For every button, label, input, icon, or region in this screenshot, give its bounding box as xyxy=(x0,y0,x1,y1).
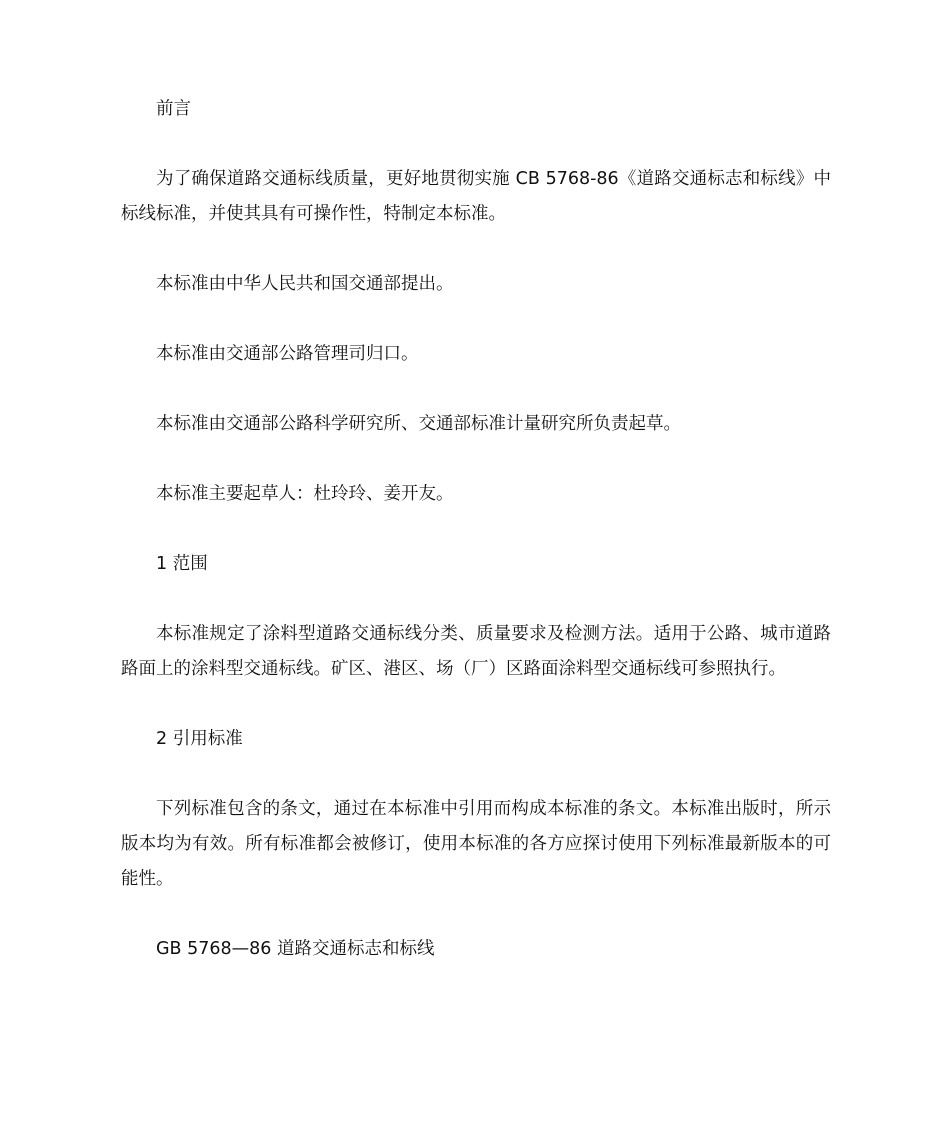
section-2-body: 下列标准包含的条文，通过在本标准中引用而构成本标准的条文。本标准出版时，所示版本均为有效。所有标准都会被修订，使用本标准的各方应探讨使用下列标准最新版本的可能性。 xyxy=(121,799,831,889)
preface-paragraph-drafters: 本标准主要起草人：杜玲玲、姜开友。 xyxy=(156,484,454,504)
section-2-reference: GB 5768—86 道路交通标志和标线 xyxy=(156,939,435,959)
section-1-heading: 1 范围 xyxy=(156,554,208,574)
section-1-body: 本标准规定了涂料型道路交通标线分类、质量要求及检测方法。适用于公路、城市道路路面上的涂料型交通标线。矿区、港区、场（厂）区路面涂料型交通标线可参照执行。 xyxy=(121,624,831,679)
document-body xyxy=(121,92,831,1002)
preface-title: 前言 xyxy=(156,99,191,119)
section-2-heading: 2 引用标准 xyxy=(156,729,243,749)
preface-paragraph-proposer: 本标准由中华人民共和国交通部提出。 xyxy=(156,274,454,294)
preface-paragraph-administrator: 本标准由交通部公路管理司归口。 xyxy=(156,344,419,364)
preface-paragraph-purpose: 为了确保道路交通标线质量，更好地贯彻实施 CB 5768-86《道路交通标志和标线》中标线标准，并使其具有可操作性，特制定本标准。 xyxy=(121,169,831,224)
preface-paragraph-drafting-units: 本标准由交通部公路科学研究所、交通部标准计量研究所负责起草。 xyxy=(156,414,681,434)
